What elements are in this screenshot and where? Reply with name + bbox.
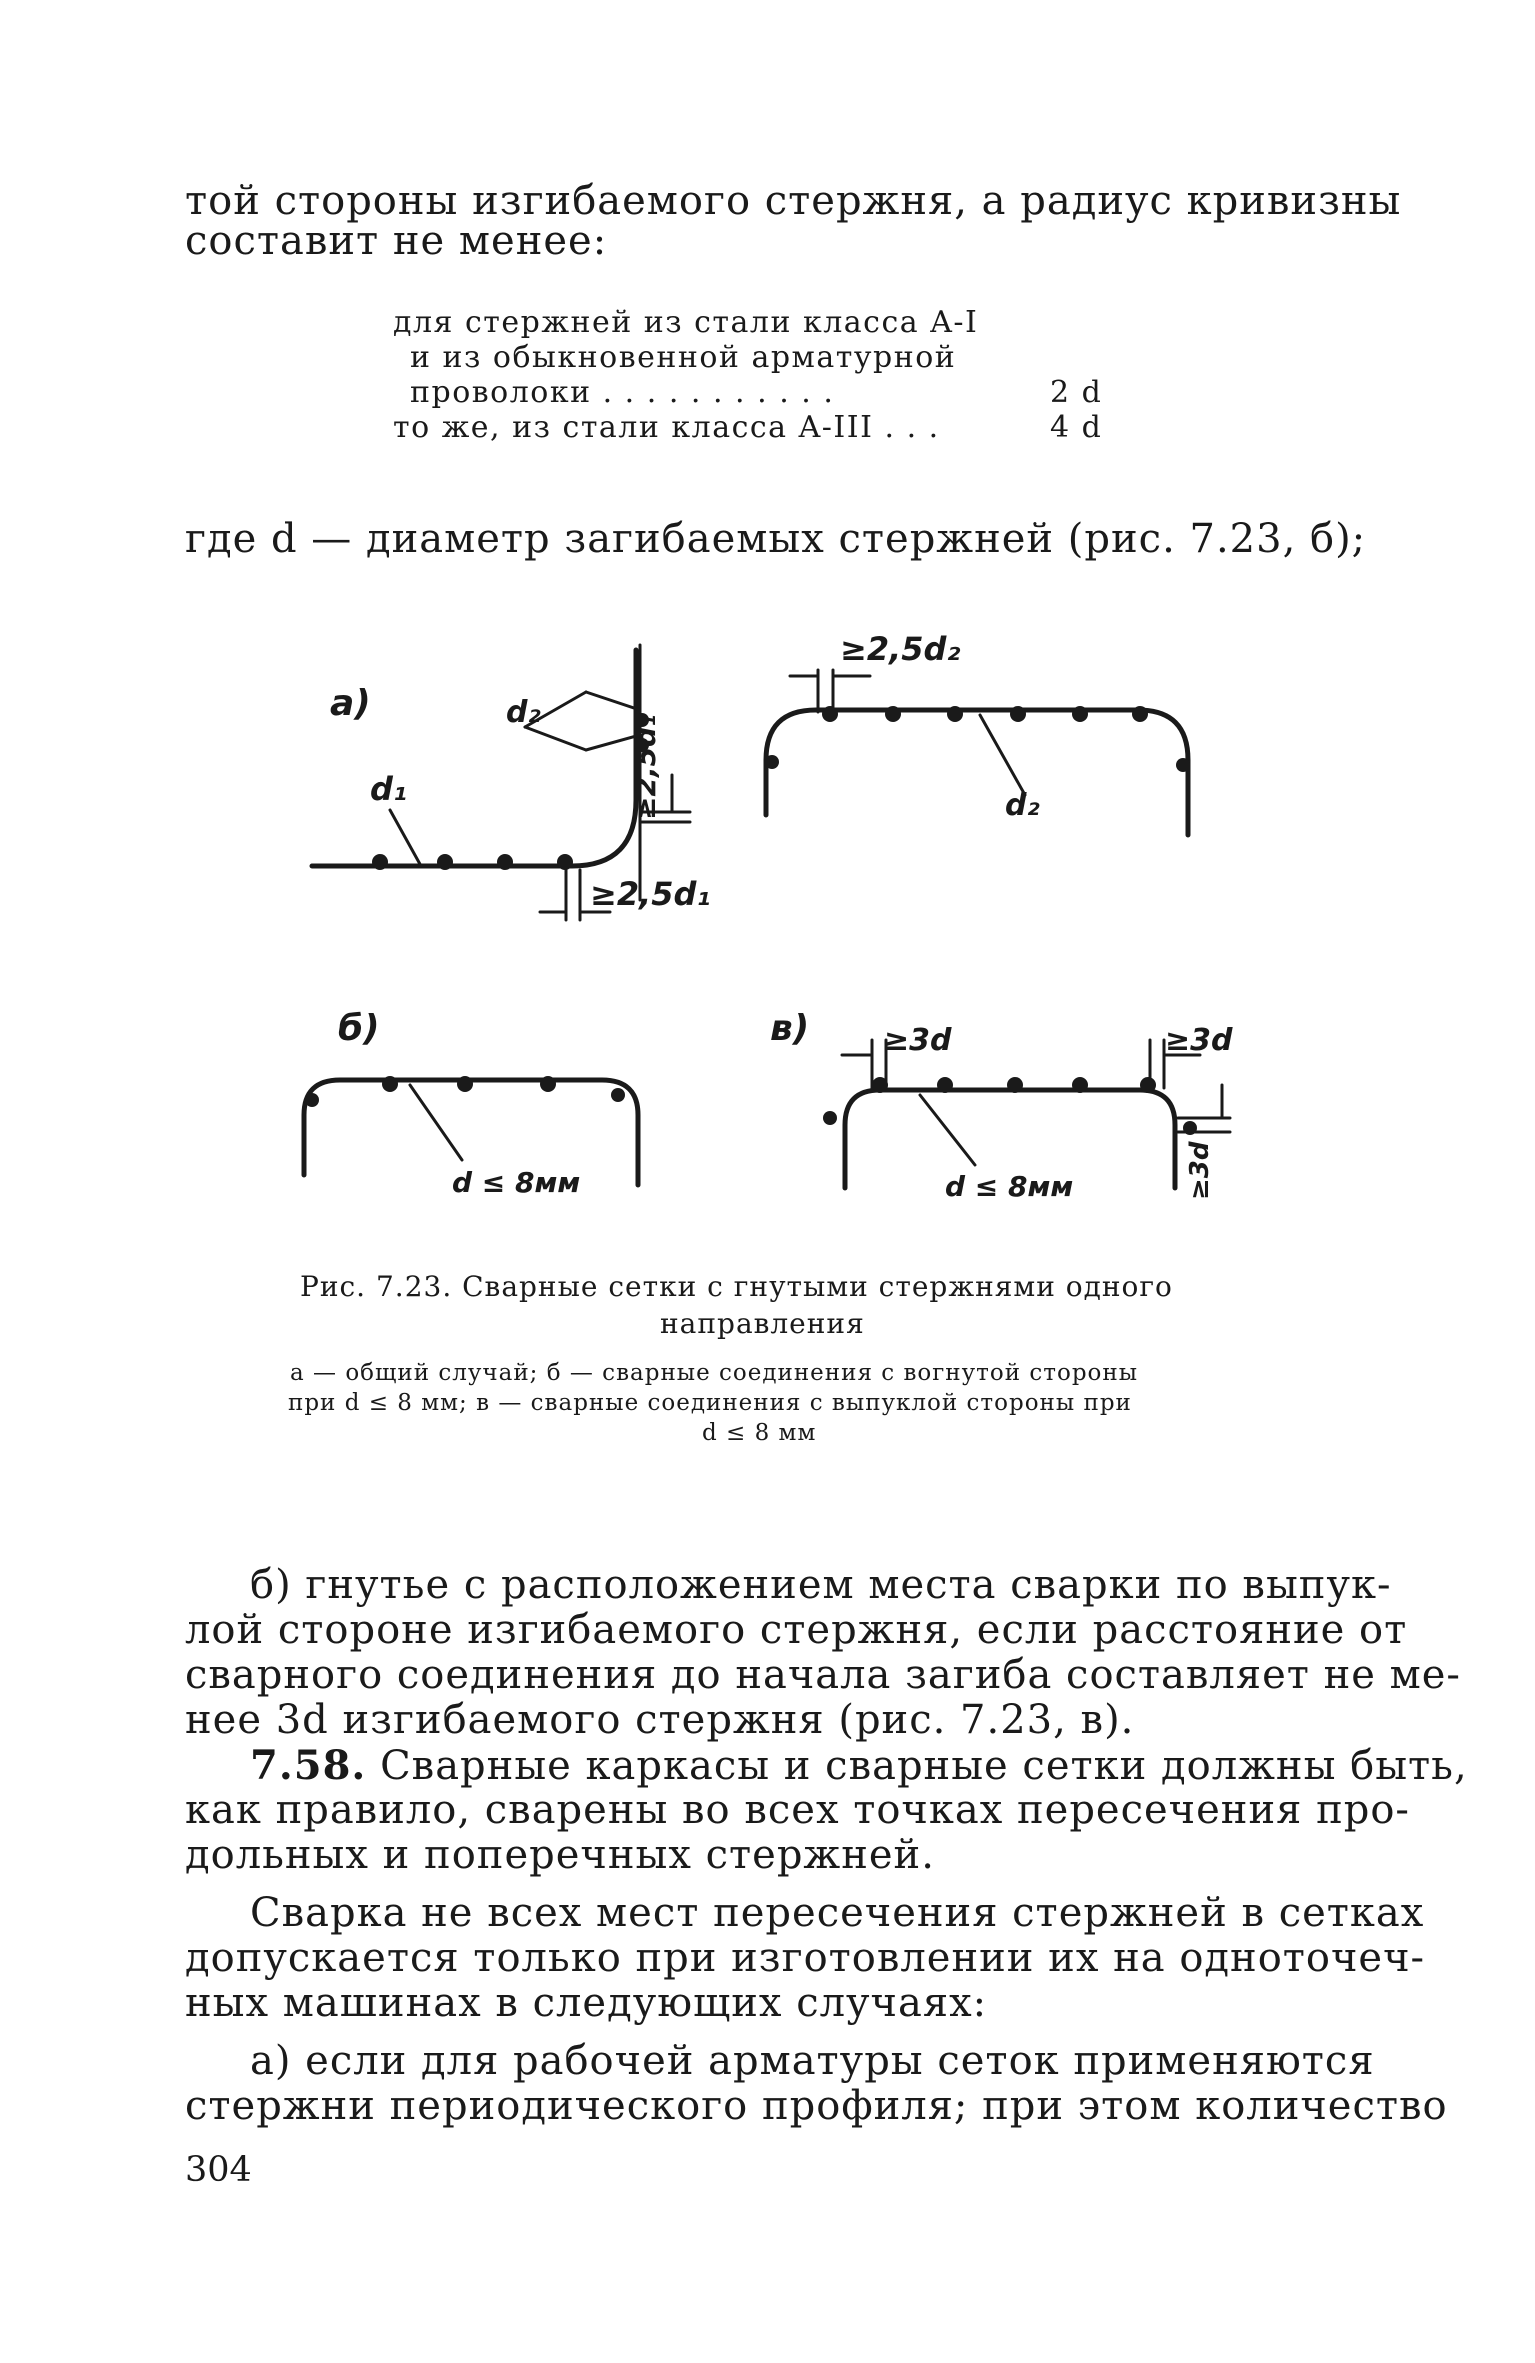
figure-caption-line-1: Рис. 7.23. Сварные сетки с гнутыми стержнями одного [300,1270,1173,1303]
figure-legend-line-2: при d ≤ 8 мм; в — сварные соединения с выпуклой стороны при [288,1390,1132,1416]
diagram-v-ge3d-right-label: ≥3d [1165,1023,1233,1058]
diagram-a-dot-3 [497,854,513,870]
diagram-top-right-dot-5 [1010,706,1026,722]
para-a-line-1: а) если для рабочей арматуры сеток применяются [250,2038,1375,2084]
diagram-top-right-dot-7 [1132,706,1148,722]
diagram-top-right-dot-3 [885,706,901,722]
diagram-v-ge3d-vert-label: ≥3d [1185,1141,1215,1200]
diagram-a-dot-4 [557,854,573,870]
para-758-line-3: дольных и поперечных стержней. [185,1832,935,1878]
diagram-top-right-dot-6 [1072,706,1088,722]
diagram-v-leader [920,1095,975,1165]
para-758-line-2: как правило, сварены во всех точках пересечения про- [185,1787,1410,1833]
diagram-b-dot-3 [457,1076,473,1092]
radius-row-1-label: для стержней из стали класса A-I [393,305,979,340]
radius-row-4-value: 4 d [1050,410,1103,445]
radius-row-2-label: и из обыкновенной арматурной [410,340,957,375]
diagram-top-right-dot-4 [947,706,963,722]
figure-caption-line-2: направления [660,1307,865,1340]
para-758-text-1: Сварные каркасы и сварные сетки должны быть, [380,1743,1468,1789]
diagram-b-dot-2 [382,1076,398,1092]
diagram-a-ge25d1-vert-label: ≥2,5d₁ [629,714,662,820]
intro-line-2: составит не менее: [185,218,608,264]
diagram-b-dot-5 [611,1088,625,1102]
diagram-top-right-dot-2 [822,706,838,722]
para-a-line-2: стержни периодического профиля; при этом количество [185,2083,1448,2129]
diagram-top-right-dot-1 [765,755,779,769]
diagram-v-dot-7 [1183,1121,1197,1135]
diagram-b-label: б) [338,1008,380,1049]
diagram-a-leader-d2-down [525,727,586,750]
diagram-v-dot-5 [1072,1077,1088,1093]
diagram-a-leader-d2-top [586,692,640,710]
para-b-line-1: б) гнутье с расположением места сварки по выпук- [250,1562,1392,1608]
diagram-top-right-leader-d2 [980,715,1025,795]
para-weld-line-3: ных машинах в следующих случаях: [185,1980,988,2026]
diagram-top-right-ge25d2-label: ≥2,5d₂ [840,630,961,668]
para-weld-line-2: допускается только при изготовлении их на одноточеч- [185,1935,1426,1981]
diagram-v-d-label: d ≤ 8мм [945,1170,1074,1203]
diagram-b-dot-1 [305,1093,319,1107]
radius-row-4-label: то же, из стали класса A-III . . . [393,410,940,445]
diagram-v-dot-6 [1140,1077,1156,1093]
diagram-top-right-dot-8 [1176,758,1190,772]
diagram-v-dot-4 [1007,1077,1023,1093]
radius-row-3-label: проволоки . . . . . . . . . . . [410,375,835,410]
figure-legend-line-1: а — общий случай; б — сварные соединения с вогнутой стороны [290,1360,1139,1386]
para-weld-line-1: Сварка не всех мест пересечения стержней в сетках [250,1890,1425,1936]
diagram-a-leader-d1 [390,810,421,866]
figure-legend-line-3: d ≤ 8 мм [702,1420,817,1446]
diagram-a-dot-1 [372,854,388,870]
diagram-a-d1-label: d₁ [370,770,407,808]
diagram-b-leader [410,1085,462,1160]
para-758-line-1 [250,1742,1468,1789]
para-b-line-2: лой стороне изгибаемого стержня, если расстояние от [185,1607,1408,1653]
diagram-v-dot-1 [823,1111,837,1125]
diagram-top-right-bar [766,710,1188,835]
diagram-b-d-label: d ≤ 8мм [452,1166,581,1199]
diagram-v-ge3d-left-label: ≥3d [884,1023,952,1058]
diagram-a-ge25d1-horiz-label: ≥2,5d₁ [590,875,711,913]
diagram-a-d2-label: d₂ [506,695,541,730]
diagram-v-dot-3 [937,1077,953,1093]
para-b-line-3: сварного соединения до начала загиба составляет не ме- [185,1652,1461,1698]
para-758-number: 7.58. [250,1742,367,1789]
diagram-v-label: в) [770,1008,810,1049]
radius-row-3-value: 2 d [1050,375,1103,410]
diagram-v-dot-2 [872,1077,888,1093]
para-b-line-4: нее 3d изгибаемого стержня (рис. 7.23, в). [185,1697,1135,1743]
diagram-a-label: а) [330,683,371,724]
diagram-a-dot-2 [437,854,453,870]
diagram-b-dot-4 [540,1076,556,1092]
intro-line-1: той стороны изгибаемого стержня, а радиус кривизны [185,178,1402,224]
where-d-line: где d — диаметр загибаемых стержней (рис. 7.23, б); [185,516,1367,562]
diagram-top-right-d2-label: d₂ [1005,788,1040,823]
page-number: 304 [185,2150,252,2190]
